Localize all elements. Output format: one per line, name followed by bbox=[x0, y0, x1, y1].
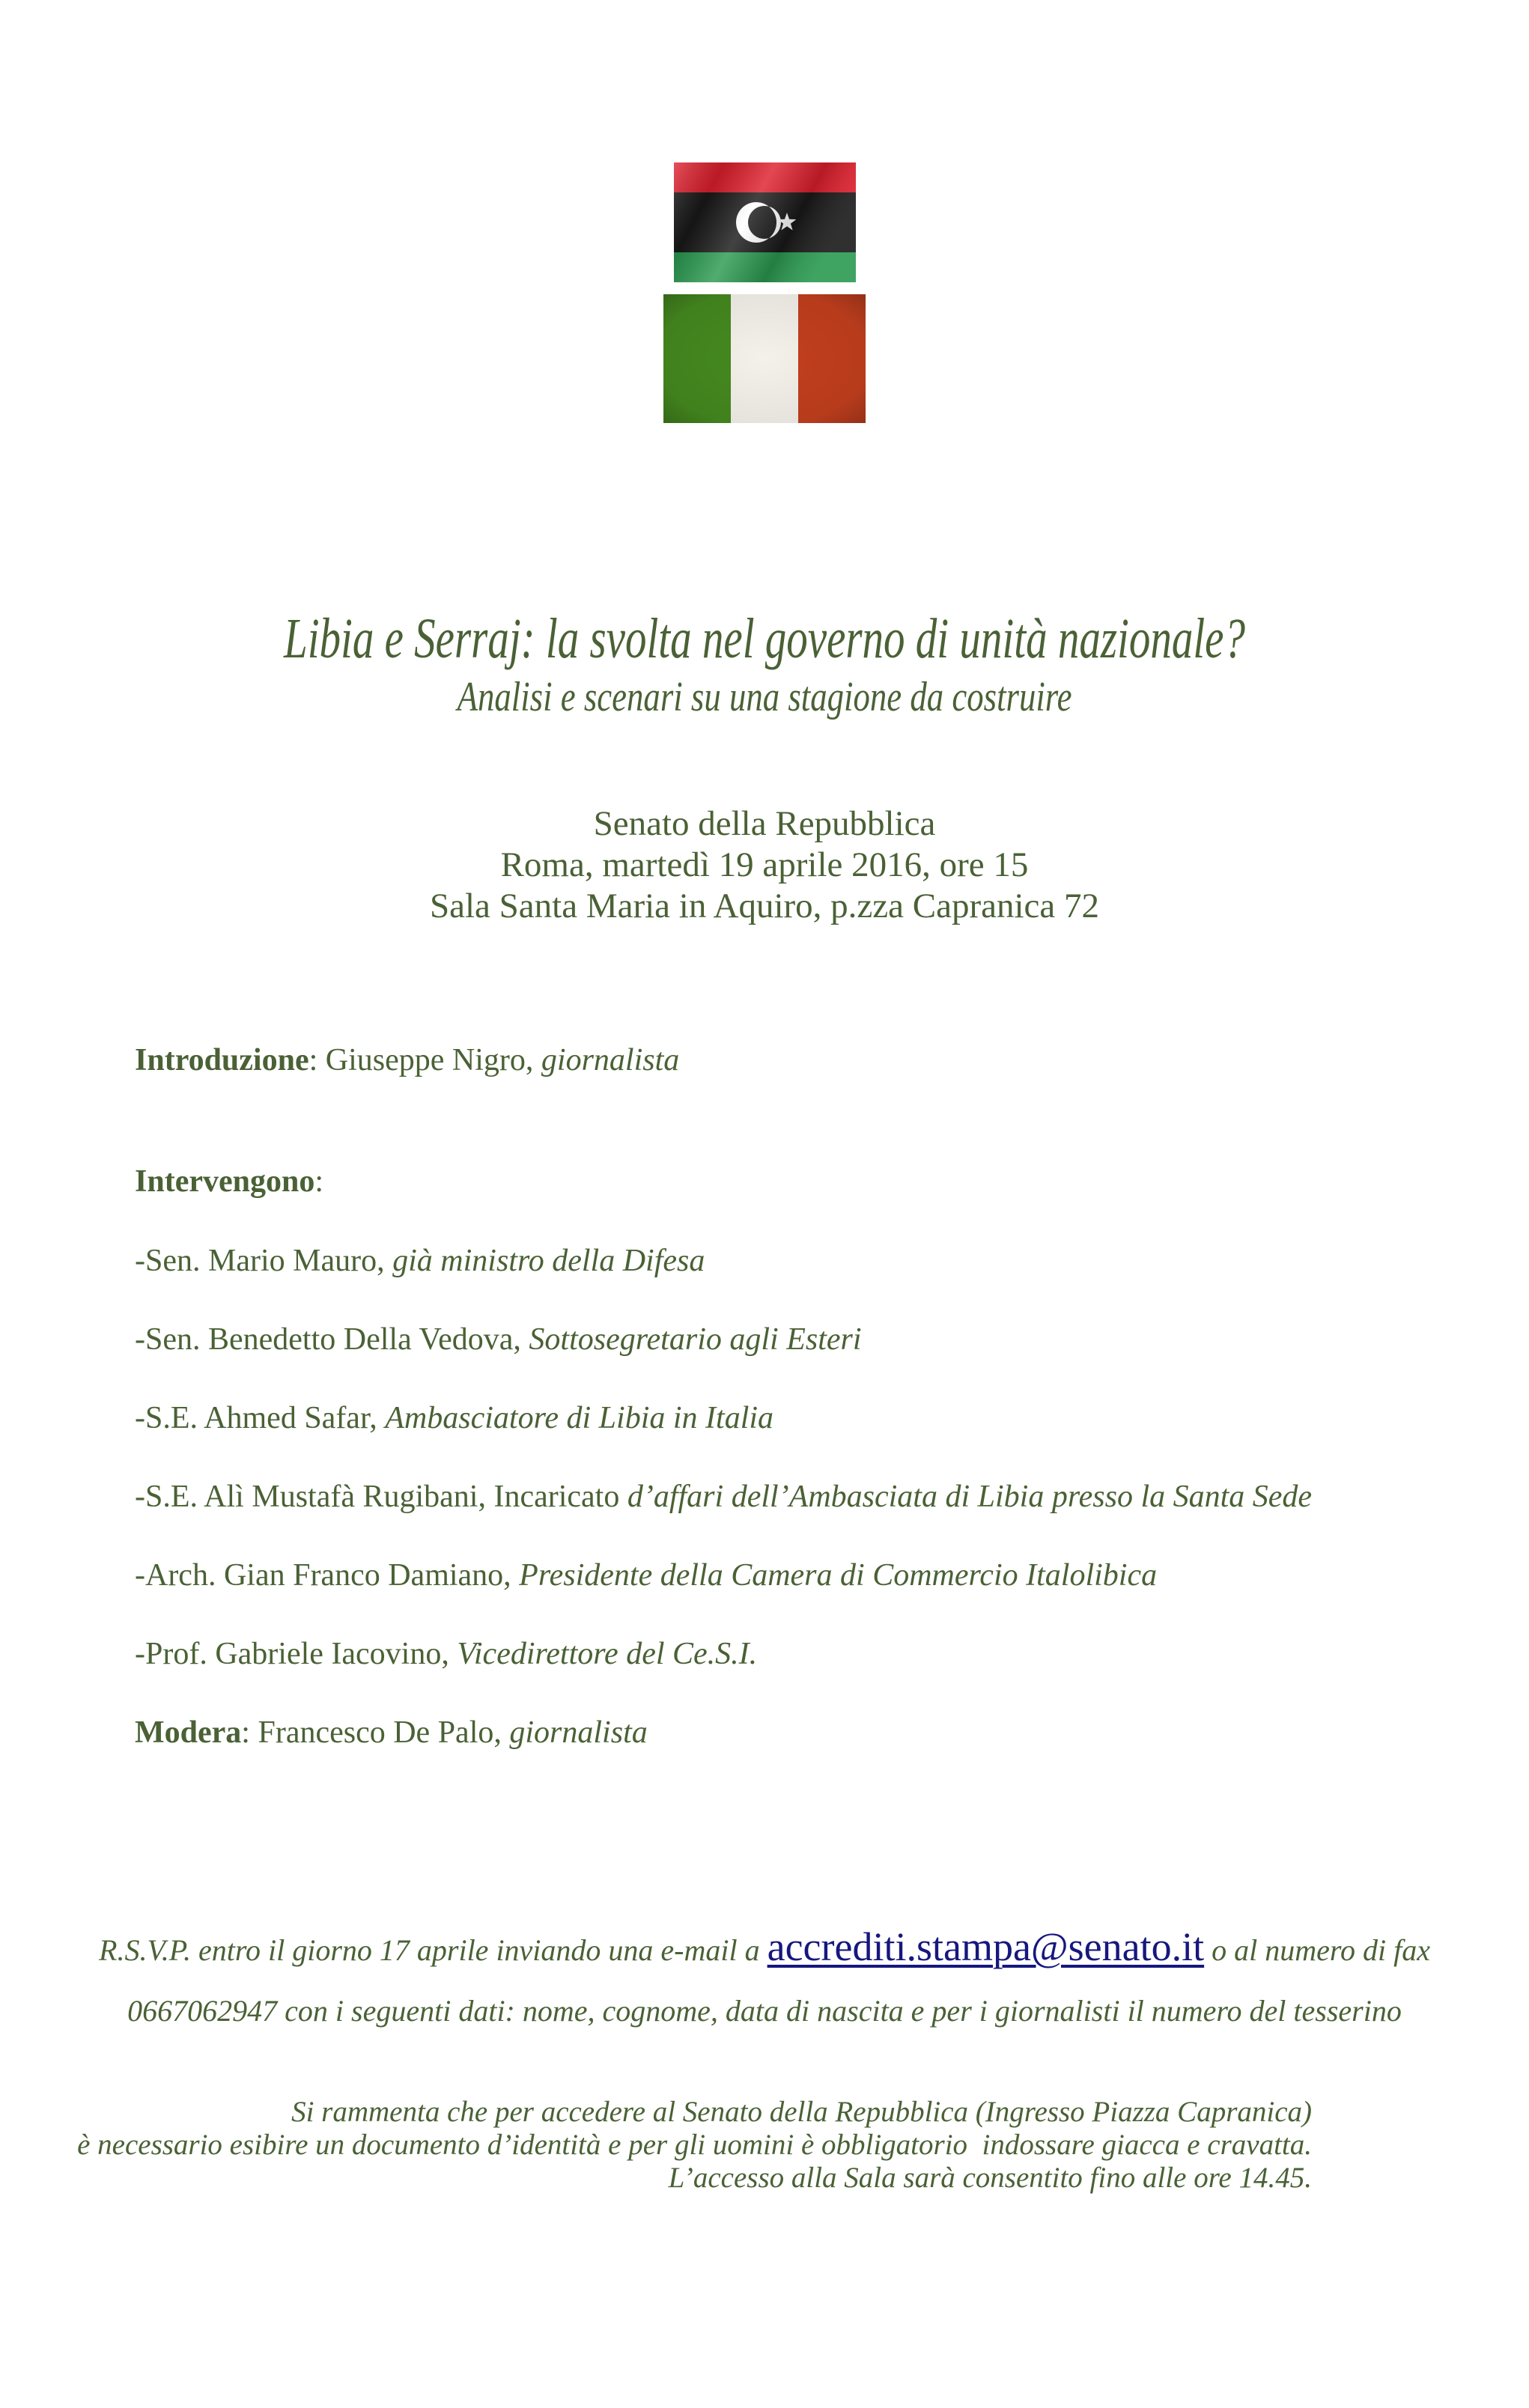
introduction-separator: : bbox=[308, 1043, 326, 1077]
moderator-line bbox=[135, 1715, 1529, 1751]
speaker-name: -S.E. Alì Mustafà Rugibani, Incaricato bbox=[135, 1480, 627, 1514]
rsvp-line-1 bbox=[0, 1923, 1529, 1974]
moderator-role: giornalista bbox=[509, 1715, 648, 1750]
rsvp-text-before: R.S.V.P. entro il giorno 17 aprile inviando una e-mail a bbox=[99, 1933, 767, 1967]
speakers-heading-colon: : bbox=[314, 1164, 324, 1199]
speaker-role: Sottosegretario agli Esteri bbox=[529, 1322, 862, 1357]
access-notes bbox=[0, 2096, 1312, 2195]
speaker-name: -S.E. Ahmed Safar, bbox=[135, 1401, 386, 1435]
event-venue: Senato della Repubblica bbox=[593, 804, 936, 843]
access-note-line-2: è necessario esibire un documento d’identità e per gli uomini è obbligatorio indossare giacca e cravatta. bbox=[77, 2129, 1312, 2161]
speaker-item bbox=[135, 1400, 1529, 1436]
introduction-label: Introduzione bbox=[135, 1043, 309, 1077]
event-datetime: Roma, martedì 19 aprile 2016, ore 15 bbox=[500, 845, 1029, 884]
moderator-label: Modera bbox=[135, 1715, 242, 1750]
speaker-item bbox=[135, 1557, 1529, 1593]
event-location: Sala Santa Maria in Aquiro, p.zza Capranica 72 bbox=[429, 887, 1099, 925]
speaker-item bbox=[135, 1479, 1529, 1515]
speaker-item bbox=[135, 1243, 1529, 1279]
introduction-name: Giuseppe Nigro, bbox=[325, 1043, 541, 1077]
speaker-name: -Prof. Gabriele Iacovino, bbox=[135, 1637, 458, 1671]
speaker-role: Presidente della Camera di Commercio Italolibica bbox=[519, 1558, 1158, 1593]
italy-flag-image bbox=[663, 294, 866, 423]
rsvp-block bbox=[0, 1923, 1529, 2028]
access-note-line-1: Si rammenta che per accedere al Senato della Repubblica (Ingresso Piazza Capranica) bbox=[291, 2096, 1312, 2128]
speakers-heading bbox=[135, 1164, 1529, 1200]
access-note-line-3: L’accesso alla Sala sarà consentito fino alle ore 14.45. bbox=[668, 2162, 1312, 2194]
rsvp-email-link[interactable]: accrediti.stampa@senato.it bbox=[767, 1924, 1205, 1969]
speaker-item bbox=[135, 1636, 1529, 1672]
moderator-separator: : bbox=[241, 1715, 258, 1750]
rsvp-text-after: o al numero di fax bbox=[1204, 1933, 1430, 1967]
moderator-name: Francesco De Palo, bbox=[258, 1715, 510, 1750]
introduction-line bbox=[135, 1042, 1529, 1078]
speaker-name: -Sen. Mario Mauro, bbox=[135, 1244, 393, 1278]
speaker-item bbox=[135, 1322, 1529, 1357]
rsvp-line-2: 0667062947 con i seguenti dati: nome, cognome, data di nascita e per i giornalisti il numero del tesserino bbox=[127, 1994, 1402, 2028]
event-subtitle: Analisi e scenari su una stagione da costruire bbox=[457, 674, 1072, 720]
introduction-role: giornalista bbox=[541, 1043, 680, 1077]
speaker-role: d’affari dell’Ambasciata di Libia presso la Santa Sede bbox=[627, 1480, 1313, 1514]
event-info bbox=[0, 803, 1529, 927]
speaker-role: Ambasciatore di Libia in Italia bbox=[385, 1401, 774, 1435]
event-title: Libia e Serraj: la svolta nel governo di unità nazionale? bbox=[284, 607, 1245, 670]
speaker-name: -Arch. Gian Franco Damiano, bbox=[135, 1558, 520, 1593]
speaker-role: Vicedirettore del Ce.S.I. bbox=[457, 1637, 758, 1671]
speaker-role: già ministro della Difesa bbox=[392, 1244, 705, 1278]
speaker-name: -Sen. Benedetto Della Vedova, bbox=[135, 1322, 529, 1357]
speakers-heading-label: Intervengono bbox=[135, 1164, 315, 1199]
libya-flag-image bbox=[674, 162, 856, 282]
